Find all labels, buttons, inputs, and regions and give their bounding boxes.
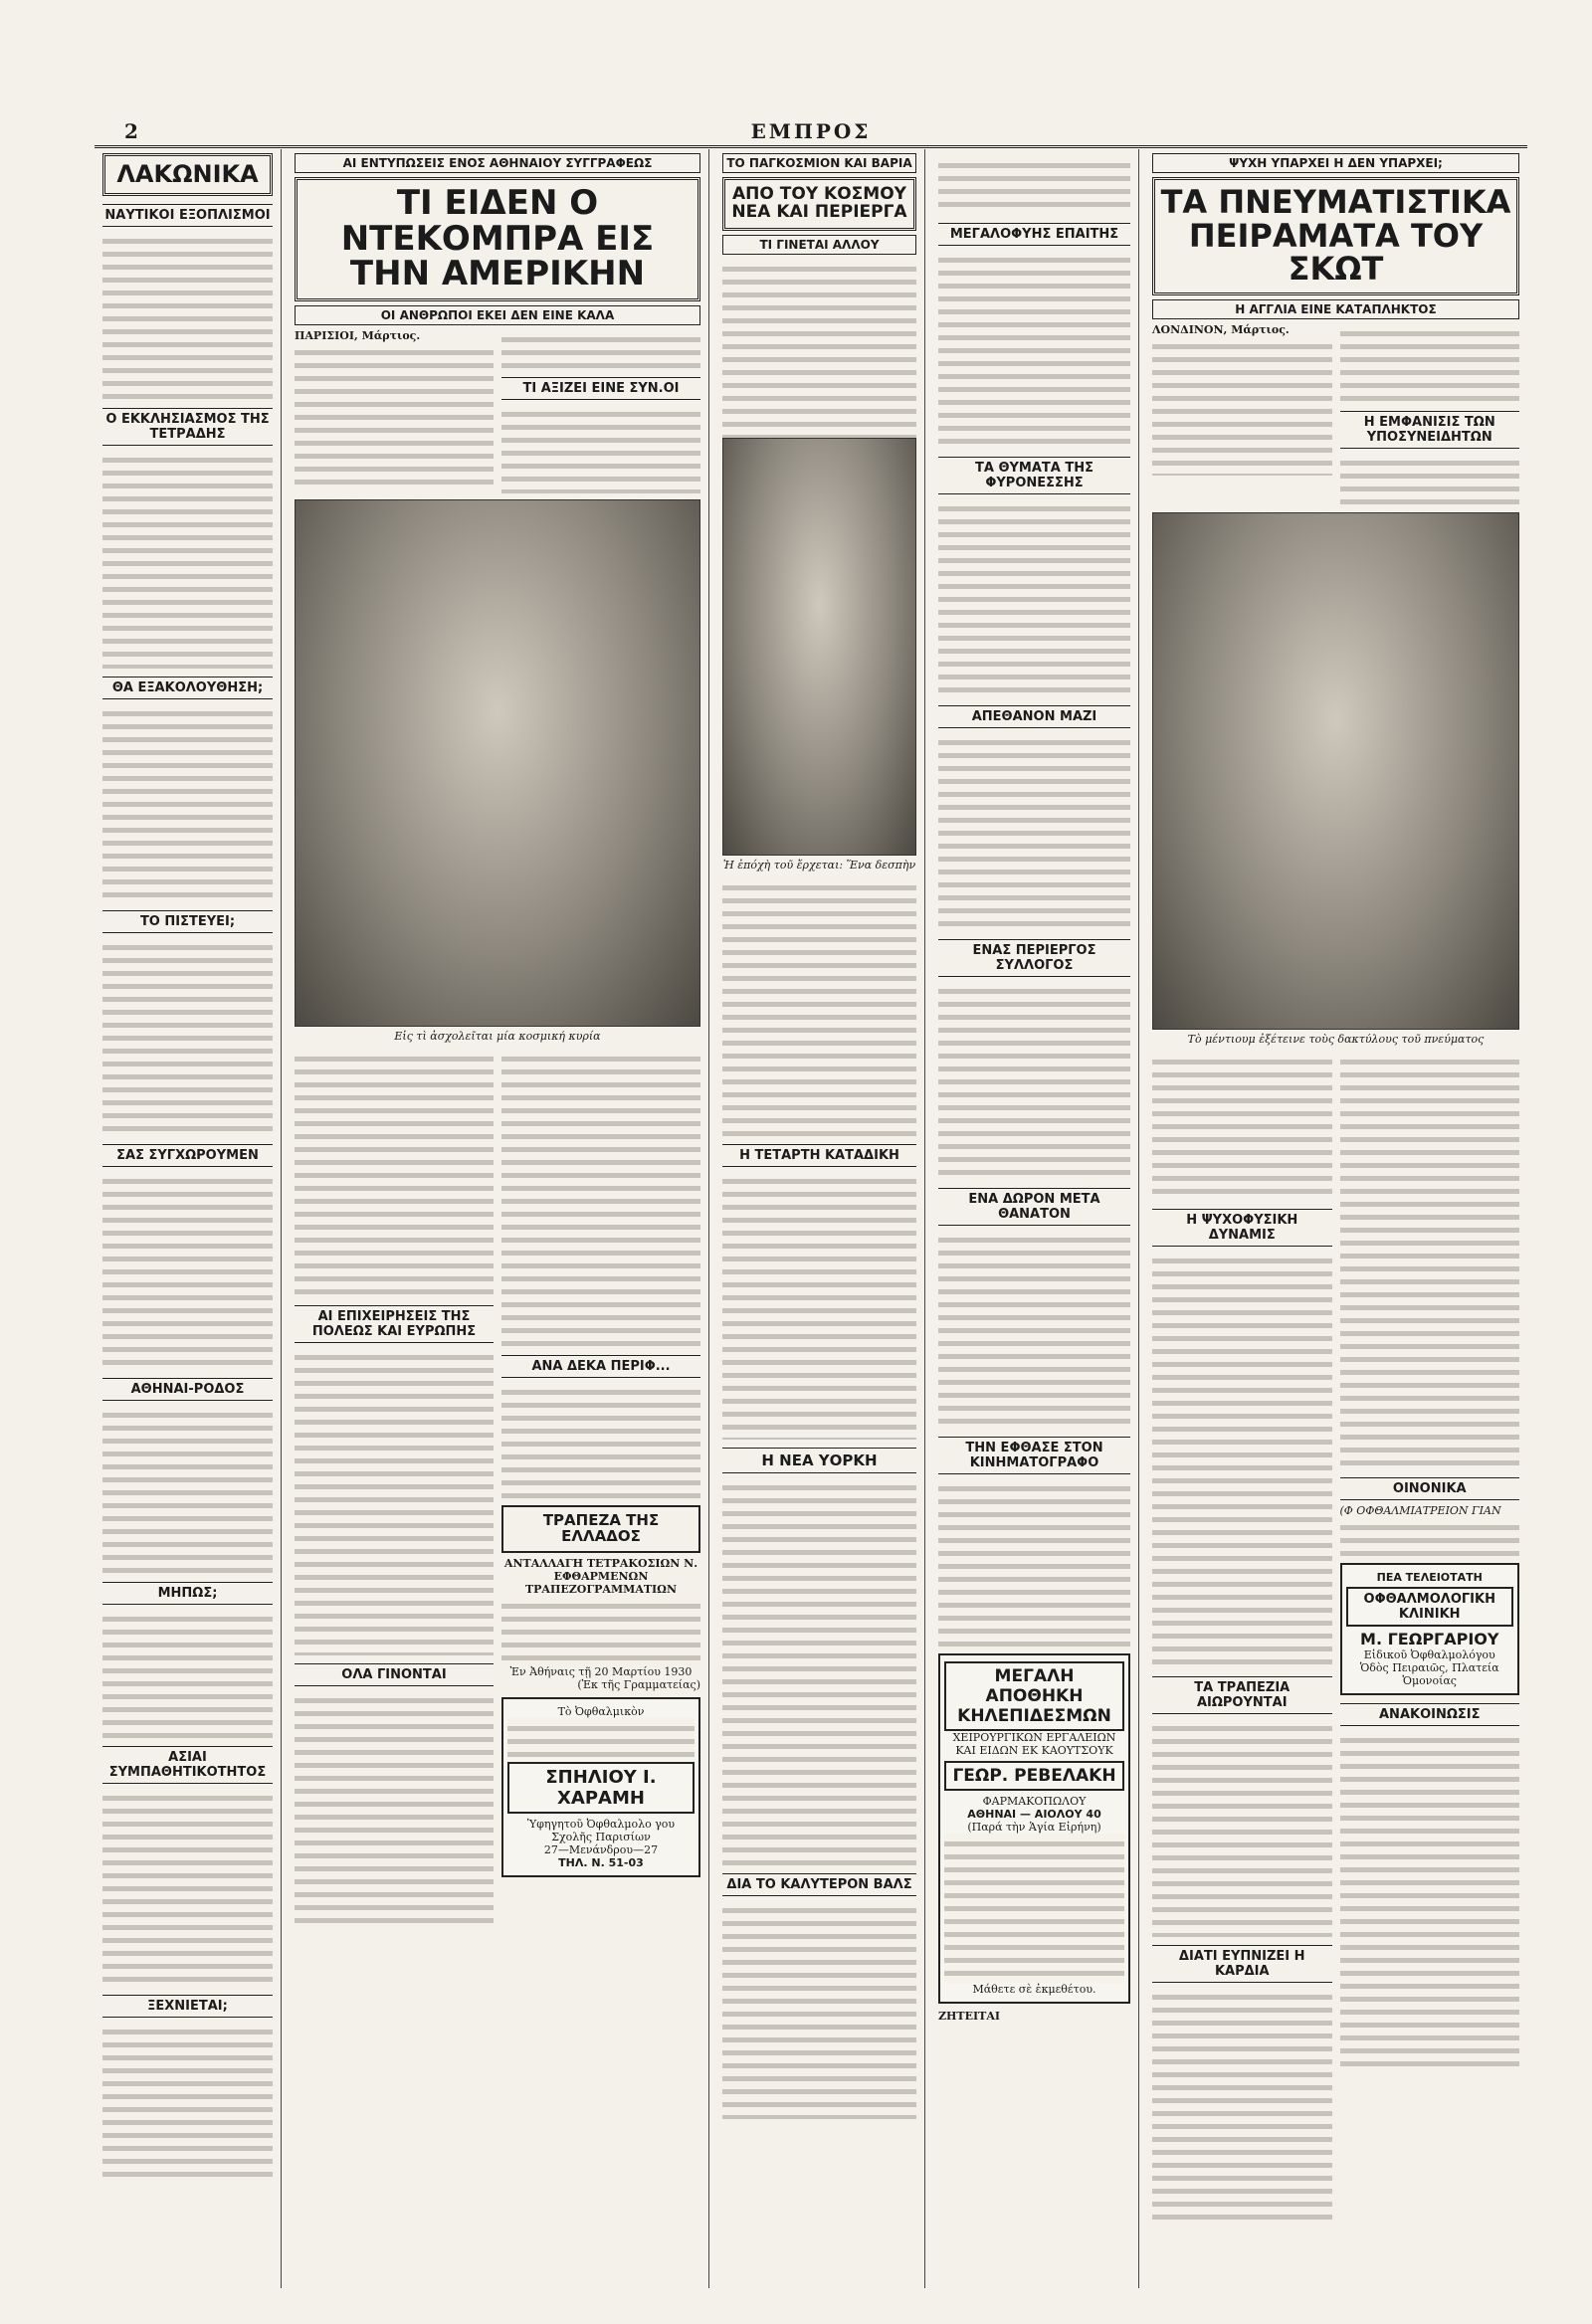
classified-label: ΖΗΤΕΙΤΑΙ: [938, 2010, 1001, 2023]
ad-name: ΣΠΗΛΙΟΥ Ι. ΧΑΡΑΜΗ: [507, 1762, 695, 1814]
ad-title: ΜΕΓΑΛΗ ΑΠΟΘΗΚΗ ΚΗΛΕΠΙΔΕΣΜΩΝ: [944, 1661, 1124, 1731]
subheading: ΤΟ ΠΙΣΤΕΥΕΙ;: [102, 910, 273, 933]
photo-caption: Ἡ ἐπόχὴ τοῦ ἔρχεται: Ἕνα δεσπὴν: [722, 858, 916, 872]
article-text: [102, 1171, 273, 1370]
article-text: [1340, 453, 1520, 512]
bank-notice-date: Ἐν Ἀθήναις τῇ 20 Μαρτίου 1930: [509, 1664, 693, 1678]
dateline: ΛΟΝΔΙΝΟΝ, Μάρτιος.: [1152, 322, 1290, 336]
ad-phone: ΤΗΛ. Ν. 51-03: [558, 1855, 644, 1869]
kicker: ΨΥΧΗ ΥΠΑΡΧΕΙ Η ΔΕΝ ΥΠΑΡΧΕΙ;: [1152, 153, 1519, 173]
subheading: ΜΗΠΩΣ;: [102, 1582, 273, 1605]
subheading: ΑΝΑ ΔΕΚΑ ΠΕΡΙΦ...: [501, 1355, 700, 1378]
ad-note: (Παρά τὴν Ἁγία Εἰρήνη): [967, 1821, 1101, 1834]
article-text: [295, 1049, 494, 1297]
ad-name: Μ. ΓΕΩΡΓΑΡΙΟΥ: [1360, 1629, 1499, 1648]
article-text: [1340, 1052, 1520, 1469]
ad-line: Τὸ Ὀφθαλμικὸν: [557, 1704, 645, 1718]
subheading: ΕΝΑ ΔΩΡΟΝ ΜΕΤΑ ΘΑΝΑΤΟΝ: [938, 1188, 1130, 1226]
ad-foot: Μάθετε σὲ ἐκμεθέτου.: [972, 1983, 1096, 1996]
article-text: [295, 1690, 494, 1929]
article-text: [501, 329, 700, 369]
article-text: [938, 250, 1130, 449]
ad-address: ΑΘΗΝΑΙ — ΑΙΟΛΟΥ 40: [967, 1808, 1101, 1821]
subheading: Η ΨΥΧΟΦΥΣΙΚΗ ΔΥΝΑΜΙΣ: [1152, 1209, 1332, 1247]
headline: ΤΙ ΕΙΔΕΝ Ο ΝΤΕΚΟΜΠΡΑ ΕΙΣ ΤΗΝ ΑΜΕΡΙΚΗΝ: [295, 177, 700, 301]
deck: ΤΙ ΓΙΝΕΤΑΙ ΑΛΛΟΥ: [722, 235, 916, 255]
bank-notice-text: [501, 1596, 700, 1665]
section-title: ΛΑΚΩΝΙΚΑ: [102, 153, 273, 196]
article-text: [938, 981, 1130, 1180]
oinonika-text: (Φ ΟΦΘΑΛΜΙΑΤΡΕΙΟΝ ΓΙΑΝ: [1339, 1503, 1501, 1517]
ad-line: ΠΕΑ ΤΕΛΕΙΟΤΑΤΗ: [1376, 1570, 1483, 1584]
bank-notice-title: ΤΡΑΠΕΖΑ ΤΗΣ ΕΛΛΑΔΟΣ: [501, 1505, 700, 1553]
ad-spec: Εἰδικοῦ Ὀφθαλμολόγου: [1363, 1647, 1495, 1661]
photo-seance: [1152, 512, 1519, 1030]
column-america: [287, 149, 709, 2288]
article-text: [501, 404, 700, 493]
subheading: ΤΑ ΘΥΜΑΤΑ ΤΗΣ ΦΥΡΟΝΕΣΣΗΣ: [938, 457, 1130, 494]
subheading: ΑΣΙΑΙ ΣΥΜΠΑΘΗΤΙΚΟΤΗΤΟΣ: [102, 1746, 273, 1784]
subheading: ΤΗΝ ΕΦΘΑΣΕ ΣΤΟΝ ΚΙΝΗΜΑΤΟΓΡΑΦΟ: [938, 1437, 1130, 1474]
subheading: ΞΕΧΝΙΕΤΑΙ;: [102, 1995, 273, 2018]
photo-lady: [295, 499, 700, 1027]
subheading: ΤΑ ΤΡΑΠΕΖΙΑ ΑΙΩΡΟΥΝΤΑΙ: [1152, 1676, 1332, 1714]
photo-caption: Τὸ μέντιουμ ἐξέτεινε τοὺς δακτύλους τοῦ πνεύματος: [1187, 1032, 1485, 1046]
article-text: [722, 1477, 916, 1865]
subheading: ΔΙΑ ΤΟ ΚΑΛΥΤΕΡΟΝ ΒΑΛΣ: [722, 1873, 916, 1896]
article-text: [1152, 1987, 1332, 2226]
ad-text: [507, 1718, 695, 1758]
article-text: [1152, 336, 1332, 476]
photo-caption: Εἰς τὶ ἀσχολεῖται μία κοσμική κυρία: [394, 1030, 601, 1044]
article-text: [1152, 1718, 1332, 1937]
ad-bandages: [938, 1653, 1130, 2004]
article-text: [1152, 1251, 1332, 1668]
article-text: [102, 1405, 273, 1574]
article-text: [938, 732, 1130, 931]
article-text: [501, 1049, 700, 1347]
subheading: Η ΝΕΑ ΥΟΡΚΗ: [722, 1448, 916, 1473]
masthead: [95, 117, 1527, 148]
article-text: [295, 1347, 494, 1655]
newspaper-title: ΕΜΠΡΟΣ: [750, 119, 872, 143]
article-text: [102, 2022, 273, 2181]
article-text: [295, 342, 494, 491]
ad-subtitle: ΧΕΙΡΟΥΡΓΙΚΩΝ ΕΡΓΑΛΕΙΩΝ ΚΑΙ ΕΙΔΩΝ ΕΚ ΚΑΟΥΤΣΟΥΚ: [952, 1731, 1116, 1757]
article-text: [722, 259, 916, 438]
article-text: [102, 703, 273, 902]
subheading: ΘΑ ΕΞΑΚΟΛΟΥΘΗΣΗ;: [102, 677, 273, 699]
article-text: [102, 231, 273, 400]
article-text: [1152, 1052, 1332, 1201]
article-text: [722, 1171, 916, 1440]
deck: ΟΙ ΑΝΘΡΩΠΟΙ ΕΚΕΙ ΔΕΝ ΕΙΝΕ ΚΑΛΑ: [295, 305, 700, 325]
subheading: Η ΕΜΦΑΝΙΣΙΣ ΤΩΝ ΥΠΟΣΥΝΕΙΔΗΤΩΝ: [1340, 411, 1520, 449]
ad-address: 27—Μενάνδρου—27: [543, 1842, 659, 1856]
article-text: [938, 1478, 1130, 1647]
headline: ΤΑ ΠΝΕΥΜΑΤΙΣΤΙΚΑ ΠΕΙΡΑΜΑΤΑ ΤΟΥ ΣΚΩΤ: [1152, 177, 1519, 295]
article-text: [102, 450, 273, 669]
subheading: Η ΤΕΤΑΡΤΗ ΚΑΤΑΔΙΚΗ: [722, 1144, 916, 1167]
ad-trade: ΦΑΡΜΑΚΟΠΩΛΟΥ: [982, 1795, 1087, 1808]
bank-notice-subtitle: ΑΝΤΑΛΛΑΓΗ ΤΕΤΡΑΚΟΣΙΩΝ Ν. ΕΦΘΑΡΜΕΝΩΝ ΤΡΑΠΕΖΟΓΡΑΜΜΑΤΙΩΝ: [503, 1556, 698, 1596]
page-number: 2: [124, 119, 138, 143]
ad-title: ΟΦΘΑΛΜΟΛΟΓΙΚΗ ΚΛΙΝΙΚΗ: [1346, 1587, 1514, 1627]
subheading: ΣΑΣ ΣΥΓΧΩΡΟΥΜΕΝ: [102, 1144, 273, 1167]
subheading: ΑΘΗΝΑΙ-ΡΟΔΟΣ: [102, 1378, 273, 1401]
subheading: ΑΙ ΕΠΙΧΕΙΡΗΣΕΙΣ ΤΗΣ ΠΟΛΕΩΣ ΚΑΙ ΕΥΡΩΠΗΣ: [295, 1305, 494, 1343]
headline: ΑΠΟ ΤΟΥ ΚΟΣΜΟΥ ΝΕΑ ΚΑΙ ΠΕΡΙΕΡΓΑ: [722, 177, 916, 231]
article-text: [102, 1609, 273, 1738]
ad-address: Ὁδὸς Πειραιῶς, Πλατεία Ὁμονοίας: [1359, 1660, 1499, 1687]
column-world-news: [714, 149, 925, 2288]
subheading: Ο ΕΚΚΛΗΣΙΑΣΜΟΣ ΤΗΣ ΤΕΤΡΑΔΗΣ: [102, 408, 273, 446]
column-lakonika: [95, 149, 282, 2288]
article-text: [938, 155, 1130, 215]
subheading: ΕΝΑΣ ΠΕΡΙΕΡΓΟΣ ΣΥΛΛΟΓΟΣ: [938, 939, 1130, 977]
subheading: ΜΕΓΑΛΟΦΥΗΣ ΕΠΑΙΤΗΣ: [938, 223, 1130, 246]
ad-line: Ὑφηγητοῦ Ὀφθαλμολο γου Σχολῆς Παρισίων: [526, 1817, 676, 1843]
article-text: [1340, 1517, 1520, 1557]
subheading: ΟΛΑ ΓΙΝΟΝΤΑΙ: [295, 1663, 494, 1686]
article-text: [1340, 323, 1520, 403]
article-text: [938, 498, 1130, 697]
subheading: ΟΙΝΟΝΙΚΑ: [1340, 1477, 1520, 1500]
article-text: [722, 1900, 916, 2119]
dateline: ΠΑΡΙΣΙΟΙ, Μάρτιος.: [295, 329, 421, 343]
subheading: ΑΠΕΘΑΝΟΝ ΜΑΖΙ: [938, 705, 1130, 728]
subheading: ΤΙ ΑΞΙΖΕΙ ΕΙΝΕ ΣΥΝ.ΟΙ: [501, 377, 700, 400]
photo-dancer: [722, 438, 916, 856]
kicker: ΤΟ ΠΑΓΚΟΣΜΙΟΝ ΚΑΙ ΒΑΡΙΑ: [722, 153, 916, 173]
ad-name: ΓΕΩΡ. ΡΕΒΕΛΑΚΗ: [944, 1761, 1124, 1791]
ad-eye-clinic: [501, 1697, 700, 1877]
subheading: ΑΝΑΚΟΙΝΩΣΙΣ: [1340, 1703, 1520, 1726]
subheading: ΔΙΑΤΙ ΕΥΠΝΙΖΕΙ Η ΚΑΡΔΙΑ: [1152, 1945, 1332, 1983]
article-text: [1340, 1730, 1520, 2068]
article-text: [938, 1230, 1130, 1429]
article-text: [102, 937, 273, 1136]
column-curiosities: [930, 149, 1139, 2288]
kicker: ΑΙ ΕΝΤΥΠΩΣΕΙΣ ΕΝΟΣ ΑΘΗΝΑΙΟΥ ΣΥΓΓΡΑΦΕΩΣ: [295, 153, 700, 173]
article-text: [102, 1788, 273, 1987]
deck: Η ΑΓΓΛΙΑ ΕΙΝΕ ΚΑΤΑΠΛΗΚΤΟΣ: [1152, 299, 1519, 319]
ad-text: [944, 1834, 1124, 1983]
ad-ophthalmology: [1340, 1563, 1520, 1695]
subheading: ΝΑΥΤΙΚΟΙ ΕΞΟΠΛΙΣΜΟΙ: [102, 204, 273, 227]
article-text: [722, 877, 916, 1136]
column-spiritualism: [1144, 149, 1527, 2288]
article-text: [501, 1382, 700, 1501]
bank-notice-sign: (Ἐκ τῆς Γραμματείας): [577, 1677, 700, 1691]
